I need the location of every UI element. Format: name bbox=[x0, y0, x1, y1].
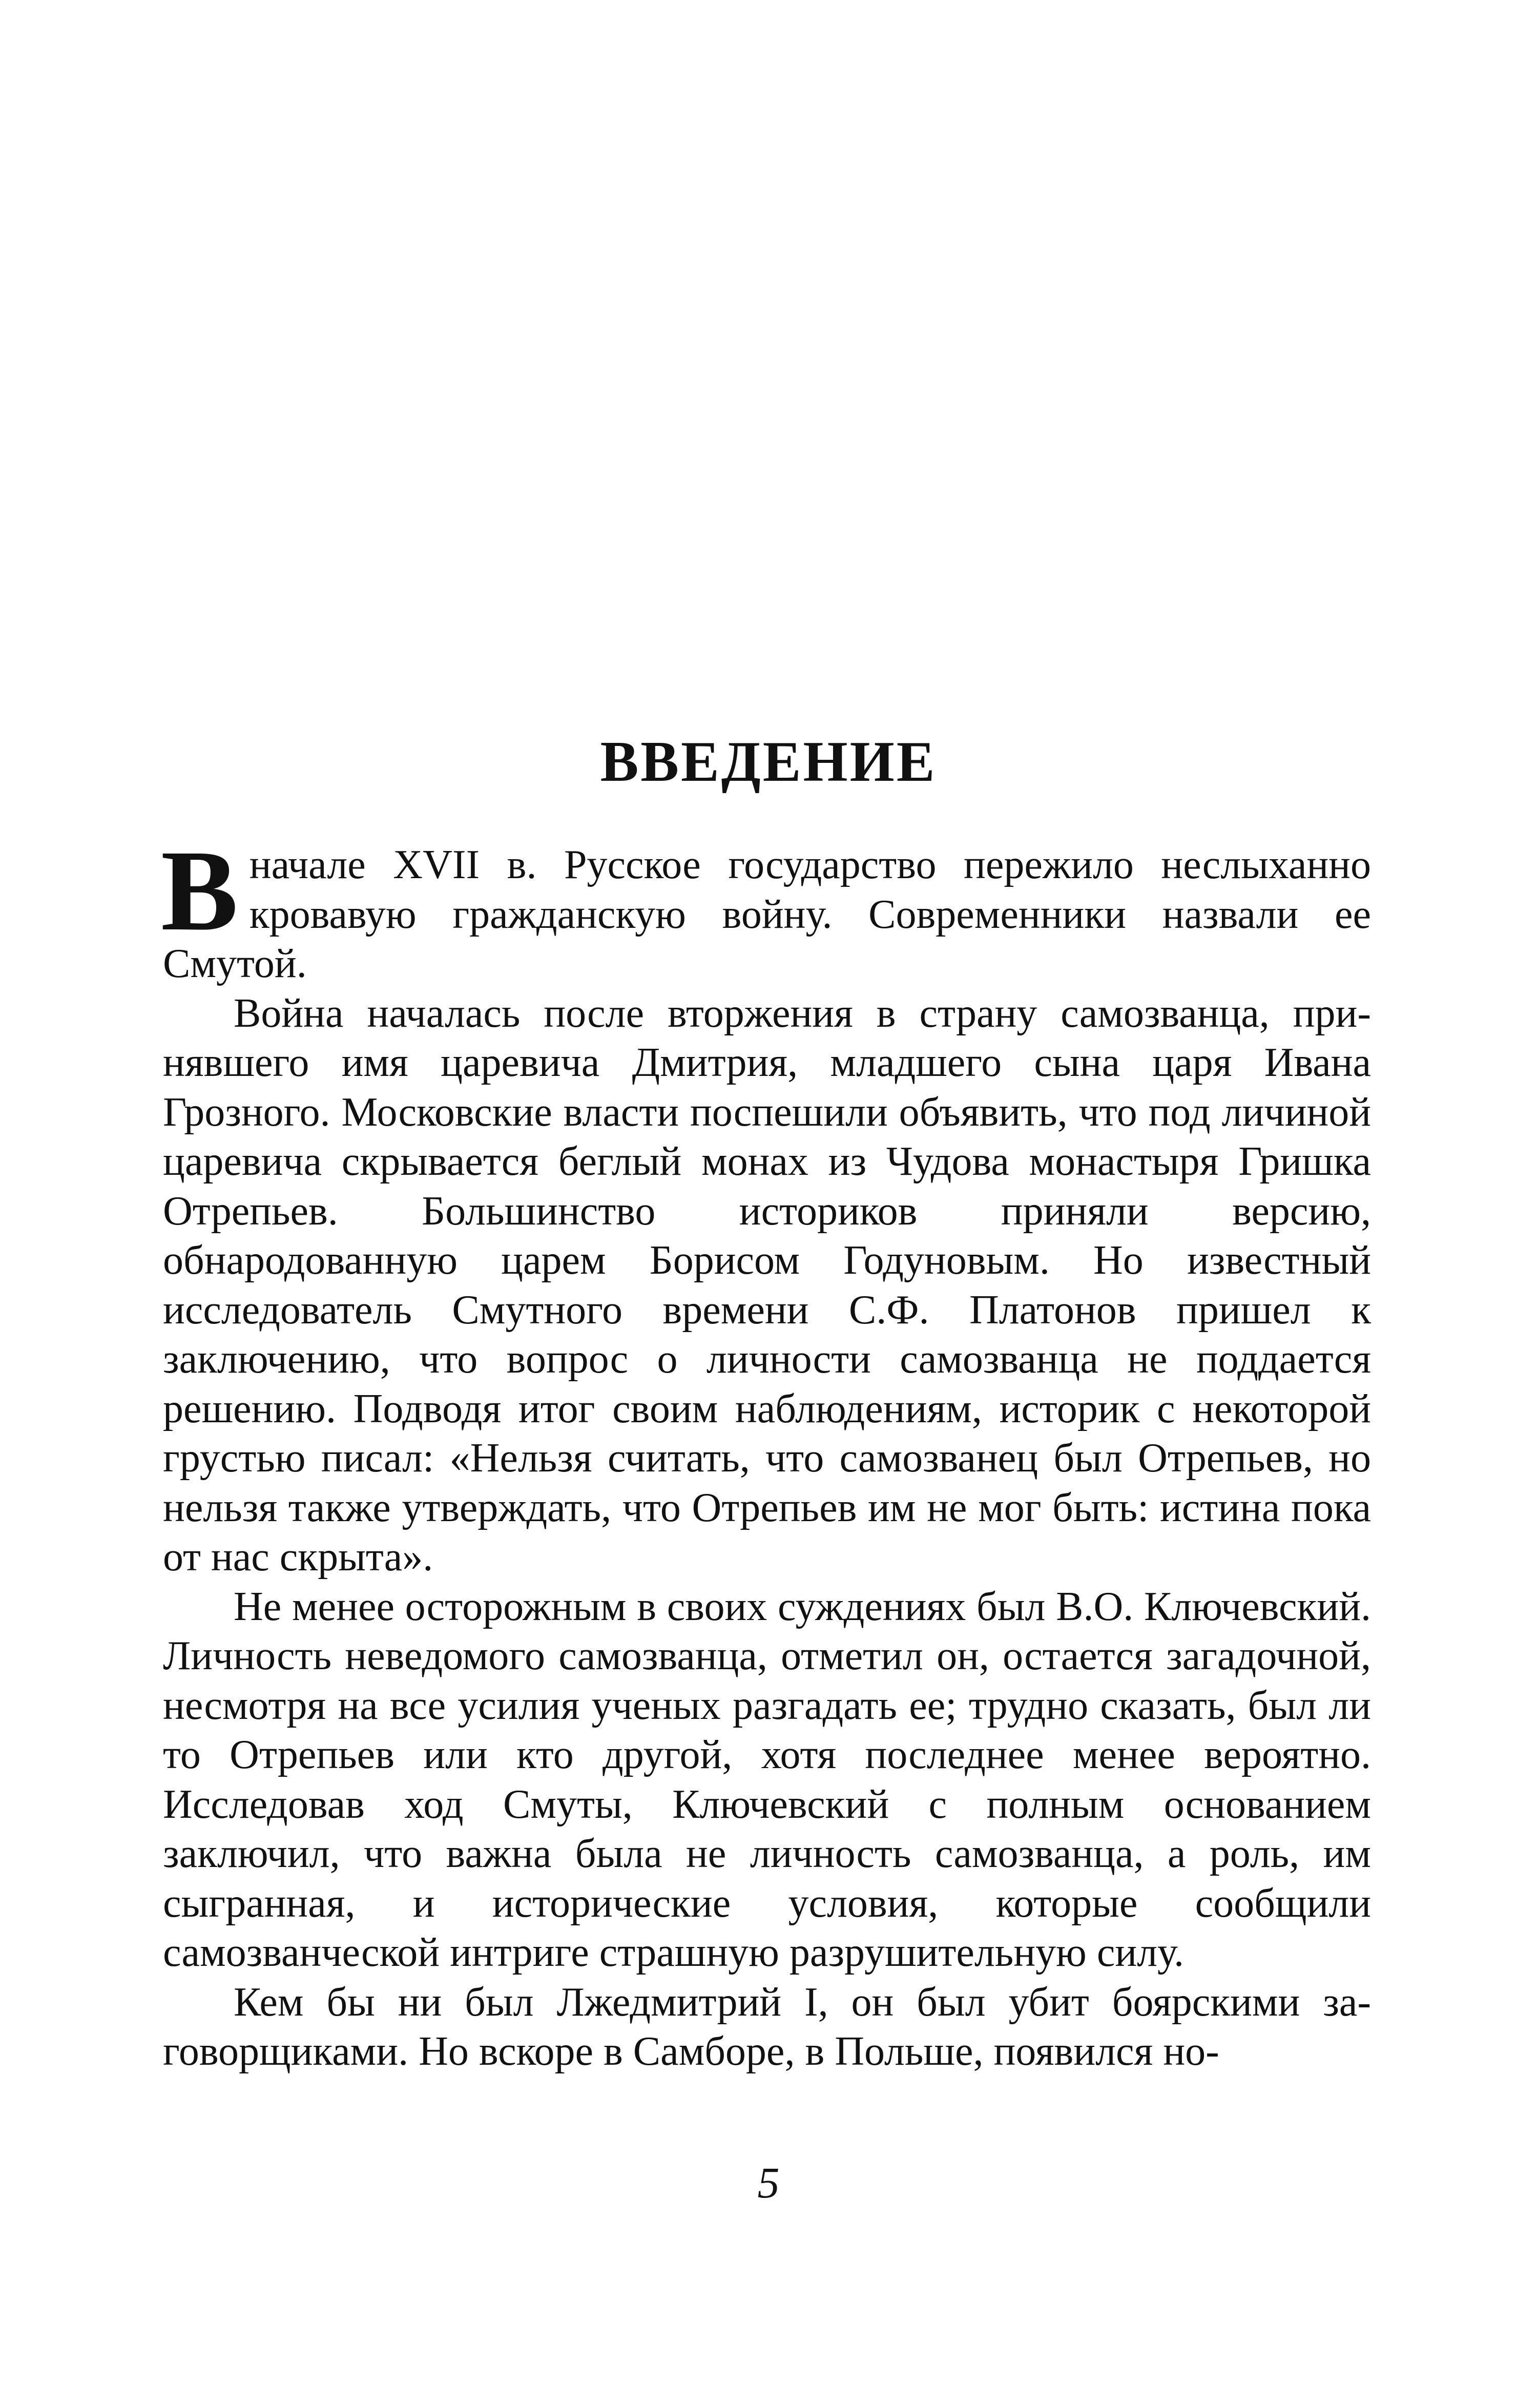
paragraph-1-text: начале XVII в. Русское государство пережило неслыханно кровавую гражданскую войну. Современники назвали ее Смутой. bbox=[163, 842, 1371, 986]
paragraph-1 bbox=[161, 826, 1371, 989]
paragraph-2: Война началась после вторжения в страну самозванца, принявшего имя царевича Дмитрия, младшего сына царя Ивана Грозного. Московские власти поспешили объявить, что под личиной царевича скрывается беглый монах из Чудова монастыря Гришка Отрепьев. Большинство историков приняли версию, обнародованную царем Борисом Годуновым. Но известный исследователь Смутного времени С.Ф. Платонов пришел к заключению, что вопрос о личности самозванца не поддается решению. Подводя итог своим наблюдениям, историк с некоторой грустью писал: «Нельзя считать, что самозванец был Отрепьев, но нельзя также утверждать, что Отрепьев им не мог быть: истина пока от нас скрыта». bbox=[163, 990, 1371, 1580]
paragraph-3: Не менее осторожным в своих суждениях был В.О. Ключевский. Личность неведомого самозванца, отметил он, остается загадочной, несмотря на все усилия ученых разгадать ее; трудно сказать, был ли то Отрепьев или кто другой, хотя последнее менее вероятно. Исследовав ход Смуты, Ключевский с полным основанием заключил, что важна была не личность самозванца, а роль, им сыгранная, и исторические условия, которые сообщили самозванческой интриге страшную разрушительную силу. bbox=[163, 1584, 1371, 1975]
drop-cap: В bbox=[161, 826, 238, 954]
chapter-title: ВВЕДЕНИЕ bbox=[600, 730, 937, 794]
page-number: 5 bbox=[757, 2158, 780, 2207]
paragraph-4: Кем бы ни был Лжедмитрий I, он был убит боярскими заговорщиками. Но вскоре в Самборе, в Польше, появился но- bbox=[163, 1979, 1371, 2074]
body-text bbox=[161, 826, 1371, 2077]
